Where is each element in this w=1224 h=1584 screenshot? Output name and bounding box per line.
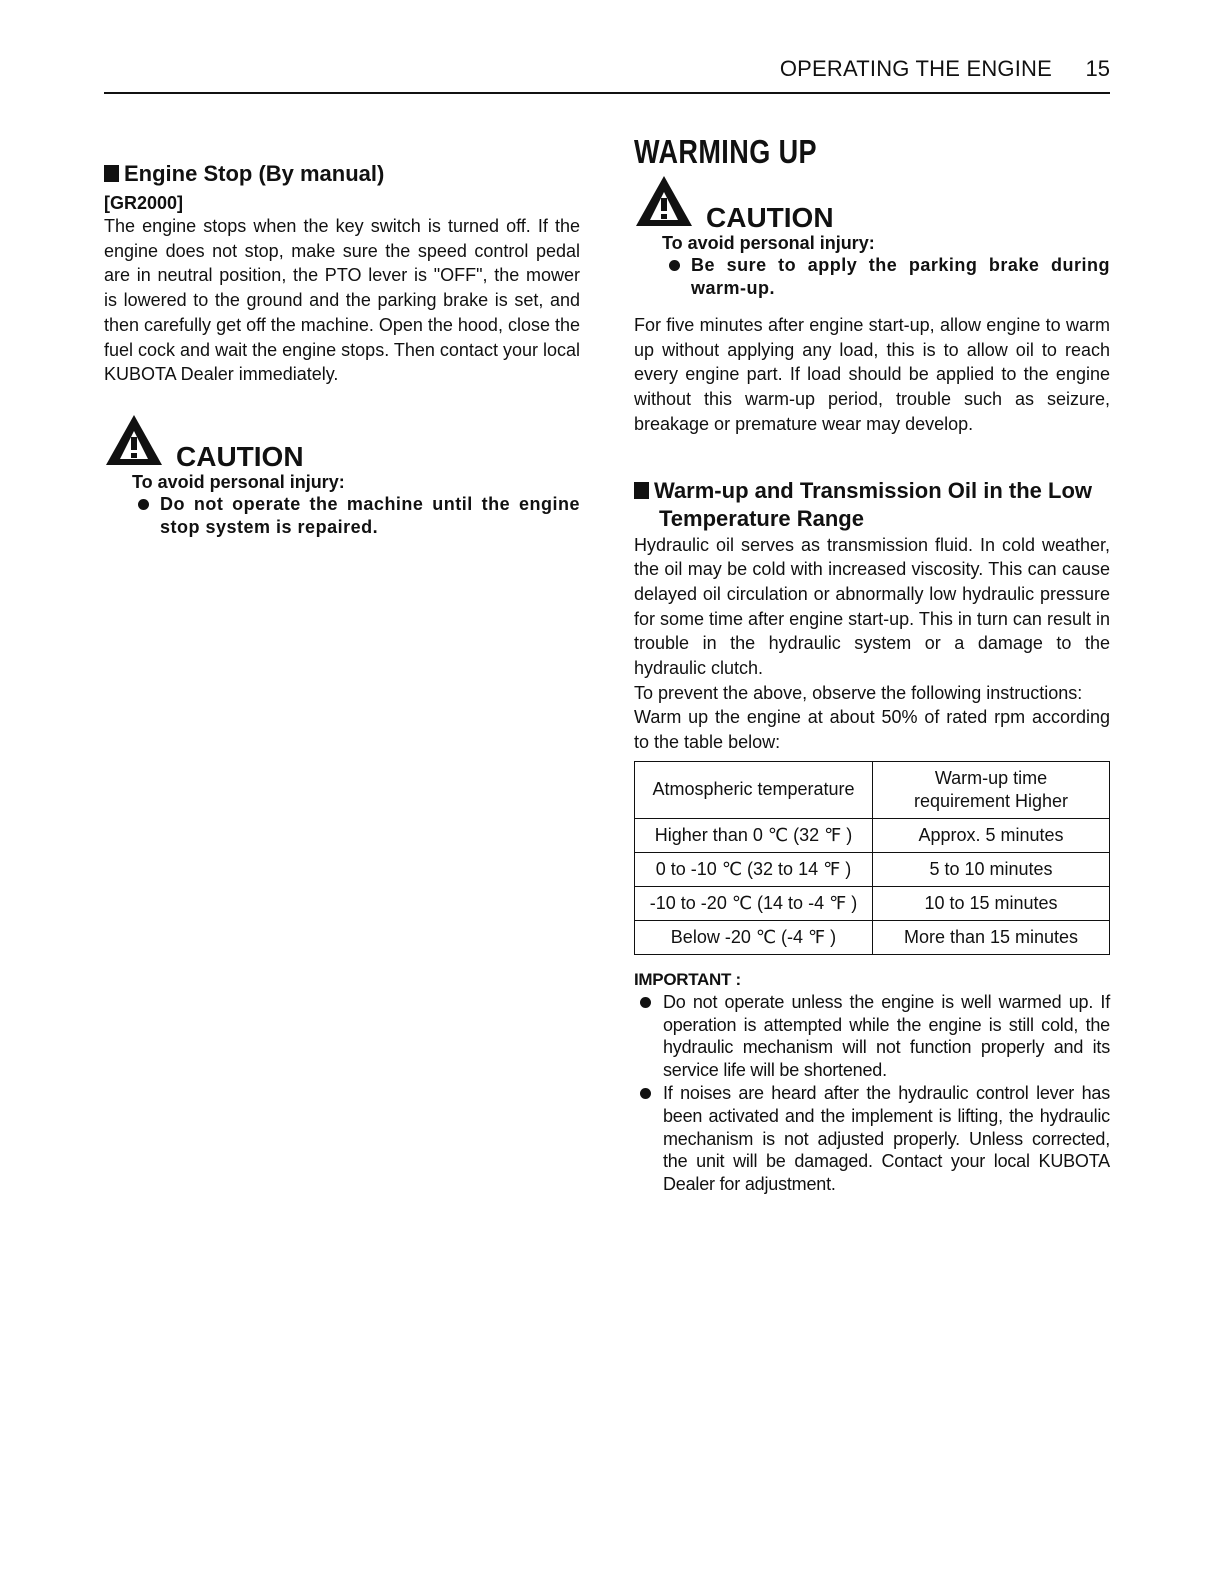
bullet-dot-icon xyxy=(640,997,651,1008)
important-title: IMPORTANT : xyxy=(634,969,741,989)
caution-label: CAUTION xyxy=(176,440,304,472)
square-bullet-icon xyxy=(104,165,119,182)
caution-bullet: Be sure to apply the parking brake during warm-up. xyxy=(634,254,1110,300)
warning-triangle-icon xyxy=(104,413,164,467)
caution-bullet: Do not operate the machine until the engine stop system is repaired. xyxy=(104,493,580,539)
left-column xyxy=(104,160,580,539)
table-row xyxy=(635,818,1110,852)
table-row xyxy=(635,886,1110,920)
bullet-dot-icon xyxy=(669,260,680,271)
table-cell-temp: -10 to -20 ℃ (14 to -4 ℉ ) xyxy=(635,886,873,920)
table-header-temp: Atmospheric temperature xyxy=(635,761,873,818)
caution-label: CAUTION xyxy=(706,202,834,233)
important-bullet: Do not operate unless the engine is well warmed up. If operation is attempted while the engine is still cold, the hydraulic mechanism will not function properly and its service life will be shortened. xyxy=(634,991,1110,1082)
table-cell-temp: Higher than 0 ℃ (32 ℉ ) xyxy=(635,818,873,852)
low-temp-para-3: Warm up the engine at about 50% of rated rpm according to the table below: xyxy=(634,707,1110,753)
table-row xyxy=(635,920,1110,954)
engine-stop-caution xyxy=(104,413,580,539)
bullet-dot-icon xyxy=(640,1088,651,1099)
warming-up-title: WARMING UP xyxy=(634,133,818,170)
table-cell-temp: Below -20 ℃ (-4 ℉ ) xyxy=(635,920,873,954)
warming-up-caution xyxy=(634,174,1110,300)
table-header-row xyxy=(635,761,1110,818)
warning-triangle-icon xyxy=(634,174,694,228)
table-row xyxy=(635,852,1110,886)
low-temp-para-2: To prevent the above, observe the following instructions: xyxy=(634,682,1083,703)
warming-up-body: For five minutes after engine start-up, allow engine to warm up without applying any load, this is to allow oil to reach every engine part. If load should be applied to the engine without this warm-up period, trouble such as seizure, breakage or premature wear may develop. xyxy=(634,315,1110,434)
page-header xyxy=(104,56,1110,94)
right-column xyxy=(634,132,1110,1196)
table-cell-time: Approx. 5 minutes xyxy=(873,818,1110,852)
engine-stop-body: The engine stops when the key switch is turned off. If the engine does not stop, make sure the speed control pedal are in neutral position, the PTO lever is "OFF", the mower is lowered to the ground and the parking brake is set, and then carefully get off the machine. Open the hood, close the fuel cock and wait the engine stops. Then contact your local KUBOTA Dealer immediately. xyxy=(104,216,580,385)
caution-subtitle: To avoid personal injury: xyxy=(662,233,875,253)
square-bullet-icon xyxy=(634,482,649,499)
header-title: OPERATING THE ENGINE xyxy=(779,56,1052,81)
page-number: 15 xyxy=(1085,56,1110,81)
warm-up-table xyxy=(634,761,1110,955)
table-cell-time: 5 to 10 minutes xyxy=(873,852,1110,886)
table-cell-time: 10 to 15 minutes xyxy=(873,886,1110,920)
model-label: [GR2000] xyxy=(104,193,184,213)
engine-stop-heading: Engine Stop (By manual) xyxy=(104,160,580,188)
caution-subtitle: To avoid personal injury: xyxy=(132,471,345,492)
table-cell-temp: 0 to -10 ℃ (32 to 14 ℉ ) xyxy=(635,852,873,886)
important-bullet: If noises are heard after the hydraulic control lever has been activated and the implement is lifting, the hydraulic mechanism is not adjusted properly. Unless corrected, the unit will be damaged. Contact your local KUBOTA Dealer for adjustment. xyxy=(634,1082,1110,1196)
table-cell-time: More than 15 minutes xyxy=(873,920,1110,954)
low-temp-heading: Warm-up and Transmission Oil in the Low Temperature Range xyxy=(634,477,1110,533)
low-temp-para-1: Hydraulic oil serves as transmission fluid. In cold weather, the oil may be cold with increased viscosity. This can cause delayed oil circulation or abnormally low hydraulic pressure for some time after engine start-up. This in turn can result in trouble in the hydraulic system or a damage to the hydraulic clutch. xyxy=(634,534,1110,679)
table-header-time: Warm-up time requirement Higher xyxy=(873,761,1110,818)
bullet-dot-icon xyxy=(138,499,149,510)
